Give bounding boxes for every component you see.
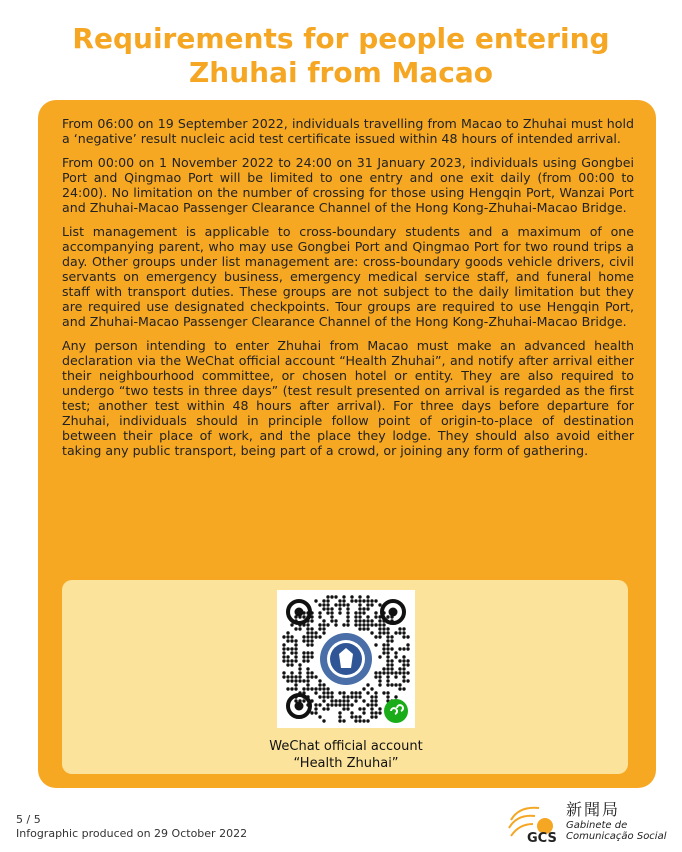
logo-mark-text: GCS — [527, 831, 557, 846]
page-number: 5 / 5 — [16, 813, 41, 826]
qr-caption-line-2: “Health Zhuhai” — [293, 756, 399, 771]
info-content — [62, 116, 634, 467]
paragraph-crossing-limits: From 00:00 on 1 November 2022 to 24:00 on 31 January 2023, individuals using Gongbei Port and Qingmao Port will be limited to one entry and one exit daily (from 00:00 to 24:00). No limitation on the number of crossing for those using Hengqin Port, Wanzai Port and Zhuhai-Macao Passenger Clearance Channel of the Hong Kong-Zhuhai-Macao Bridge. — [62, 155, 634, 215]
qr-caption-line-1: WeChat official account — [269, 739, 423, 754]
logo-portuguese-name — [566, 820, 667, 842]
title-line-1: Requirements for people entering — [72, 22, 610, 55]
logo-pt-line-2: Comunicação Social — [566, 831, 667, 842]
logo-chinese-name: 新聞局 — [566, 800, 621, 819]
paragraph-health-declaration: Any person intending to enter Zhuhai from Macao must make an advanced health declaration via the WeChat official account “Health Zhuhai”, and notify after arrival either their neighbourhood committee, or chosen hotel or entity. They are also required to undergo “two tests in three days” (test result presented on arrival is regarded as the first test; another test within 48 hours after arrival). For three days before departure for Zhuhai, individuals should in principle follow point of origin-to-place of destination between their place of work, and the place they lodge. They should also avoid either taking any public transport, being part of a crowd, or joining any form of gathering. — [62, 338, 634, 458]
qr-caption — [200, 738, 492, 772]
paragraph-test-certificate: From 06:00 on 19 September 2022, individuals travelling from Macao to Zhuhai must hold a ‘negative’ result nucleic acid test certificate issued within 48 hours of intended arrival. — [62, 116, 634, 146]
title-line-2: Zhuhai from Macao — [189, 56, 493, 89]
produced-date: Infographic produced on 29 October 2022 — [16, 827, 248, 840]
qr-code-icon[interactable] — [277, 590, 415, 728]
logo-pt-line-1: Gabinete de — [566, 820, 628, 831]
gcs-logo-icon — [505, 800, 561, 848]
page-title — [0, 22, 682, 90]
paragraph-list-management: List management is applicable to cross-boundary students and a maximum of one accompanying parent, who may use Gongbei Port and Qingmao Port for two round trips a day. Other groups under list management are: cross-boundary goods vehicle drivers, civil servants on emergency business, emergency medical service staff, and funeral home staff with transport duties. These groups are not subject to the daily limitation but they are required use designated checkpoints. Tour groups are required to use Hengqin Port, and Zhuhai-Macao Passenger Clearance Channel of the Hong Kong-Zhuhai-Macao Bridge. — [62, 224, 634, 329]
